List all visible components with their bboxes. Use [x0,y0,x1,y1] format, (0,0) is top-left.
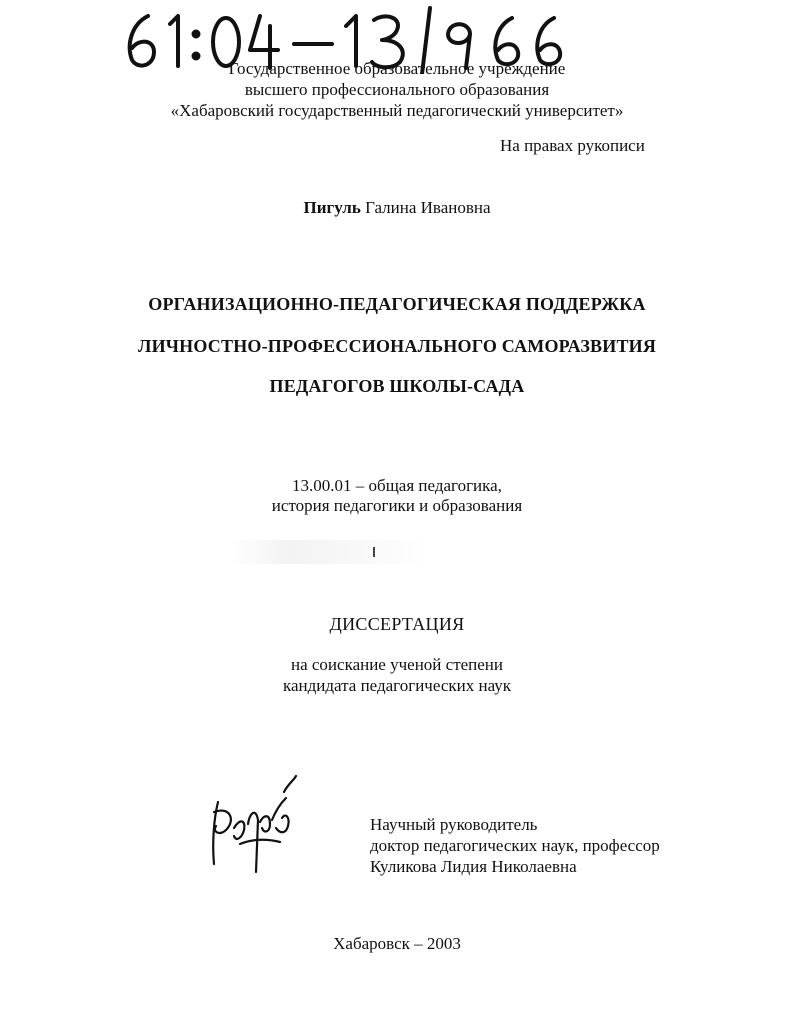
author-name [0,198,794,218]
title-line-3: ПЕДАГОГОВ ШКОЛЫ-САДА [269,376,525,396]
specialty-line-1: 13.00.01 – общая педагогика, [292,476,502,495]
document-type: ДИССЕРТАЦИЯ [329,614,465,634]
supervisor-credentials: доктор педагогических наук, профессор [370,836,660,855]
scan-smudge [228,540,428,564]
institution-line-2: высшего профессионального образования [244,80,550,99]
manuscript-rights-note: На правах рукописи [500,136,645,155]
specialty-line-2: история педагогики и образования [271,496,523,515]
handwritten-signature [200,772,310,882]
scan-tick-mark [373,547,375,557]
institution-line-1: Государственное образовательное учреждение [228,59,566,78]
degree-line-1: на соискание ученой степени [290,655,504,674]
title-line-2: ЛИЧНОСТНО-ПРОФЕССИОНАЛЬНОГО САМОРАЗВИТИЯ [137,336,657,356]
author-given-names: Галина Ивановна [365,198,491,217]
institution-line-3: «Хабаровский государственный педагогический университет» [170,101,624,120]
author-surname: Пигуль [303,198,361,217]
city-year: Хабаровск – 2003 [333,934,461,953]
title-line-1: ОРГАНИЗАЦИОННО-ПЕДАГОГИЧЕСКАЯ ПОДДЕРЖКА [148,294,646,314]
degree-line-2: кандидата педагогических наук [282,676,512,695]
supervisor-name: Куликова Лидия Николаевна [370,857,577,876]
supervisor-role: Научный руководитель [370,815,538,834]
